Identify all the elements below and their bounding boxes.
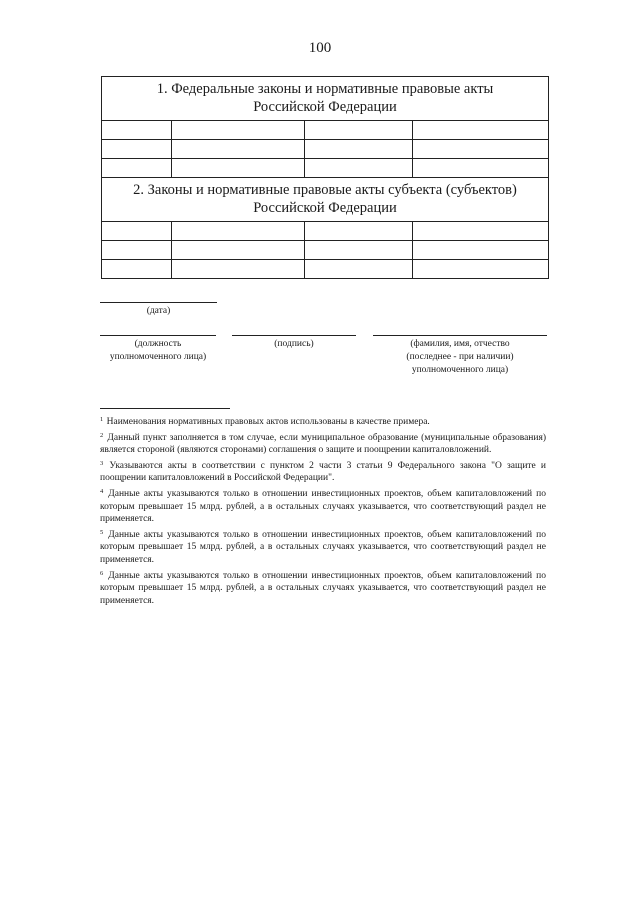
signature-label: (подпись)	[274, 339, 314, 349]
table-cell	[172, 241, 305, 260]
footnote-mark: 2	[100, 431, 104, 439]
table-cell	[172, 260, 305, 279]
table-cell	[102, 121, 172, 140]
section-header-row	[102, 77, 549, 121]
table-cell	[413, 121, 549, 140]
footnote-3	[100, 458, 546, 485]
footnote-1	[100, 414, 546, 429]
footnote-2	[100, 430, 546, 457]
table-cell	[102, 222, 172, 241]
table-cell	[305, 222, 413, 241]
signature-line	[232, 335, 356, 336]
footnotes	[100, 414, 546, 608]
table-cell	[172, 121, 305, 140]
normative-acts-table	[101, 76, 549, 279]
footnote-mark: 6	[100, 569, 104, 577]
footnote-mark: 1	[100, 416, 104, 423]
table-cell	[102, 159, 172, 178]
full-name-label-line: уполномоченного лица)	[411, 365, 509, 375]
section-title-line: Российской Федерации	[253, 99, 397, 115]
section-title-line: 1. Федеральные законы и нормативные правовые акты	[156, 81, 494, 97]
position-label	[88, 338, 228, 364]
position-label-line: (должность	[134, 339, 182, 349]
full-name-label-line: (фамилия, имя, отчество	[410, 339, 510, 349]
footnote-5	[100, 527, 546, 567]
table-cell	[413, 222, 549, 241]
footnote-text: Данные акты указываются только в отношении инвестиционных проектов, объем капиталовложений по которым превышает 15 млрд. рублей, а в остальных случаях указывается, что соответствующий раздел не применяется.	[100, 529, 546, 565]
position-line	[100, 335, 216, 336]
table-cell	[305, 260, 413, 279]
page-number: 100	[308, 40, 332, 56]
table-cell	[102, 140, 172, 159]
date-label: (дата)	[146, 306, 171, 316]
position-label-line: уполномоченного лица)	[109, 352, 207, 362]
footnote-text: Данные акты указываются только в отношении инвестиционных проектов, объем капиталовложений по которым превышает 15 млрд. рублей, а в остальных случаях указывается, что соответствующий раздел не применяется.	[100, 488, 546, 525]
table-cell	[413, 140, 549, 159]
full-name-line	[373, 335, 547, 336]
footnote-mark: 4	[100, 487, 104, 495]
table-row	[102, 140, 549, 159]
section-title-regional	[102, 178, 549, 222]
footnote-text: Данные акты указываются только в отношении инвестиционных проектов, объем капиталовложений по которым превышает 15 млрд. рублей, а в остальных случаях указывается, что соответствующий раздел не применяется.	[100, 570, 546, 606]
table-row	[102, 222, 549, 241]
full-name-label	[373, 338, 547, 377]
footnote-text: Указываются акты в соответствии с пунктом 2 части 3 статьи 9 Федерального закона "О защите и поощрении капиталовложений в Российской Федерации".	[100, 460, 547, 484]
section-title-line: 2. Законы и нормативные правовые акты субъекта (субъектов)	[133, 182, 517, 198]
table-cell	[102, 241, 172, 260]
table-row	[102, 159, 549, 178]
table-row	[102, 121, 549, 140]
table-cell	[413, 159, 549, 178]
footnote-text: Данный пункт заполняется в том случае, если муниципальное образование (муниципальные образования) является стороной (являются сторонами) соглашения о защите и поощрении капиталовложений.	[100, 432, 547, 456]
table-row	[102, 241, 549, 260]
footnote-mark: 3	[100, 459, 104, 467]
footnote-4	[100, 486, 546, 526]
table-cell	[413, 241, 549, 260]
footnote-separator	[100, 408, 230, 409]
table-cell	[172, 140, 305, 159]
footnote-mark: 5	[100, 528, 104, 536]
section-title-federal	[102, 77, 549, 121]
table-cell	[305, 121, 413, 140]
table-row	[102, 260, 549, 279]
table-cell	[305, 159, 413, 178]
full-name-label-line: (последнее - при наличии)	[406, 352, 514, 362]
table-cell	[172, 222, 305, 241]
table-cell	[102, 260, 172, 279]
section-header-row	[102, 178, 549, 222]
date-line	[100, 302, 217, 303]
table-cell	[305, 241, 413, 260]
table-cell	[305, 140, 413, 159]
table-cell	[413, 260, 549, 279]
footnote-text: Наименования нормативных правовых актов использованы в качестве примера.	[106, 417, 430, 427]
section-title-line: Российской Федерации	[253, 200, 397, 216]
footnote-6	[100, 568, 546, 608]
table-cell	[172, 159, 305, 178]
